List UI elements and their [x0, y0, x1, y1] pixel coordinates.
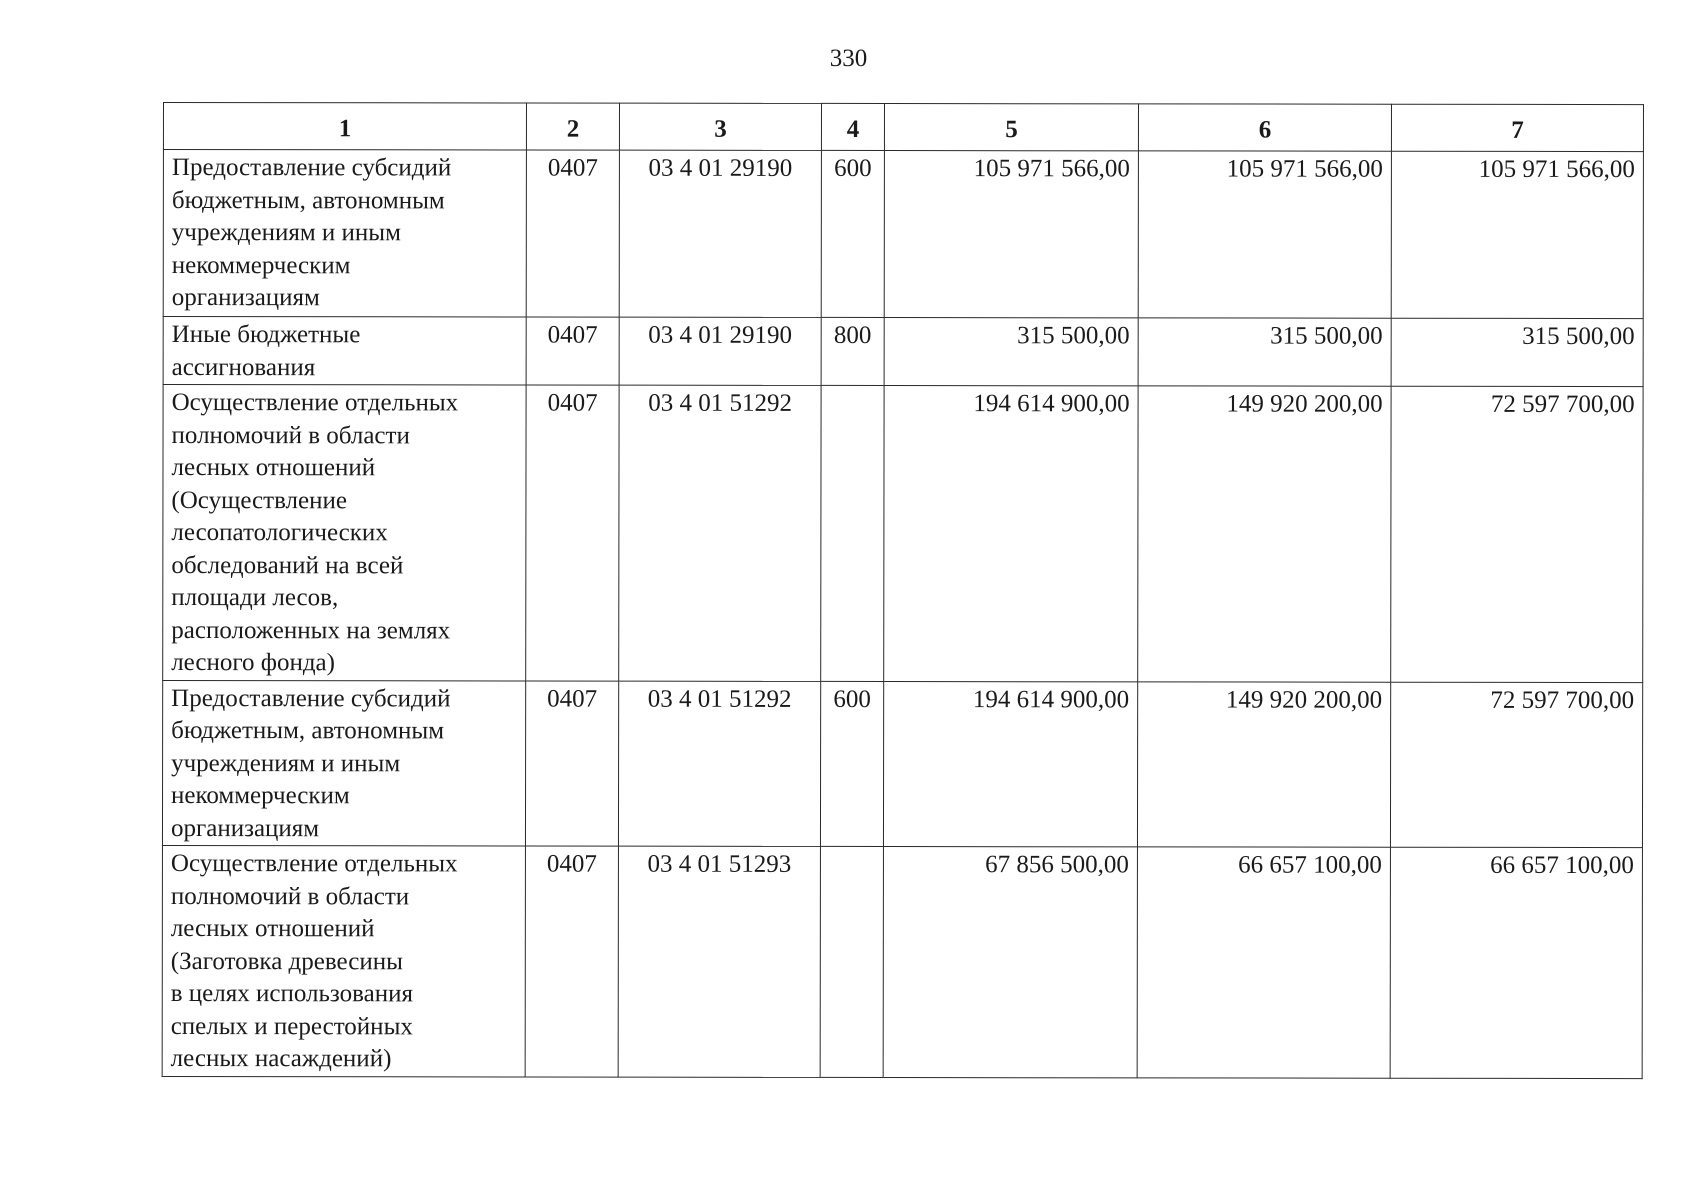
- column-header-2: 2: [526, 103, 619, 150]
- table-row: [162, 680, 1642, 848]
- row-name-text: Предоставление субсидий бюджетным, автономным учреждениям и иным некоммерческим организациям: [171, 154, 452, 312]
- page-number: 330: [829, 45, 868, 72]
- expense-type-code: 600: [821, 150, 884, 317]
- row-name: [162, 680, 525, 846]
- section-code: 0407: [525, 846, 618, 1077]
- amount-col-6: 149 920 200,00: [1137, 681, 1390, 847]
- amount-col-6: 66 657 100,00: [1137, 847, 1390, 1078]
- target-code: 03 4 01 29190: [619, 150, 821, 317]
- amount-col-5: 315 500,00: [884, 318, 1138, 386]
- target-code: 03 4 01 51293: [618, 846, 820, 1077]
- row-name-text: Осуществление отдельных полномочий в области лесных отношений (Заготовка древесины в целях использования спелых и перестойных лесных насаждений): [170, 850, 458, 1073]
- table-row: [163, 317, 1643, 387]
- header-row: [163, 103, 1643, 152]
- amount-col-6: 315 500,00: [1138, 318, 1391, 386]
- table-row: [163, 385, 1643, 683]
- amount-col-5: 67 856 500,00: [883, 847, 1137, 1078]
- amount-col-5: 194 614 900,00: [884, 386, 1138, 682]
- amount-col-7: 315 500,00: [1391, 318, 1643, 386]
- column-header-5: 5: [884, 104, 1138, 151]
- amount-col-7: 72 597 700,00: [1390, 682, 1642, 848]
- amount-col-7: 66 657 100,00: [1390, 847, 1642, 1078]
- row-name-text: Осуществление отдельных полномочий в области лесных отношений (Осуществление лесопатологических обследований на всей площади лесов, расположенных на землях лесного фонда): [171, 389, 459, 677]
- target-code: 03 4 01 29190: [619, 317, 821, 385]
- column-header-6: 6: [1138, 104, 1391, 151]
- expense-type-code: [820, 846, 883, 1077]
- amount-col-6: 105 971 566,00: [1138, 151, 1391, 318]
- section-code: 0407: [525, 681, 618, 847]
- row-name: [162, 846, 525, 1077]
- amount-col-5: 105 971 566,00: [884, 151, 1138, 318]
- row-name-text: Иные бюджетные ассигнования: [171, 321, 361, 381]
- column-header-3: 3: [619, 103, 821, 150]
- table-row: [162, 846, 1642, 1079]
- amount-col-7: 72 597 700,00: [1391, 386, 1643, 682]
- target-code: 03 4 01 51292: [618, 681, 820, 847]
- expense-type-code: 800: [821, 317, 884, 385]
- section-code: 0407: [526, 317, 619, 385]
- expense-type-code: [821, 385, 884, 681]
- row-name: [163, 150, 526, 318]
- row-name: [163, 317, 526, 386]
- section-code: 0407: [526, 385, 619, 681]
- amount-col-5: 194 614 900,00: [883, 681, 1137, 847]
- column-header-7: 7: [1391, 104, 1643, 151]
- row-name-text: Предоставление субсидий бюджетным, автономным учреждениям и иным некоммерческим организациям: [170, 684, 451, 842]
- target-code: 03 4 01 51292: [619, 385, 821, 681]
- column-header-1: 1: [163, 103, 526, 151]
- row-name: [163, 385, 526, 681]
- expense-type-code: 600: [820, 681, 883, 847]
- table-row: [163, 150, 1643, 319]
- column-header-4: 4: [821, 103, 884, 150]
- budget-table: [162, 102, 1644, 1079]
- amount-col-7: 105 971 566,00: [1391, 151, 1643, 318]
- amount-col-6: 149 920 200,00: [1138, 386, 1391, 682]
- section-code: 0407: [526, 150, 619, 317]
